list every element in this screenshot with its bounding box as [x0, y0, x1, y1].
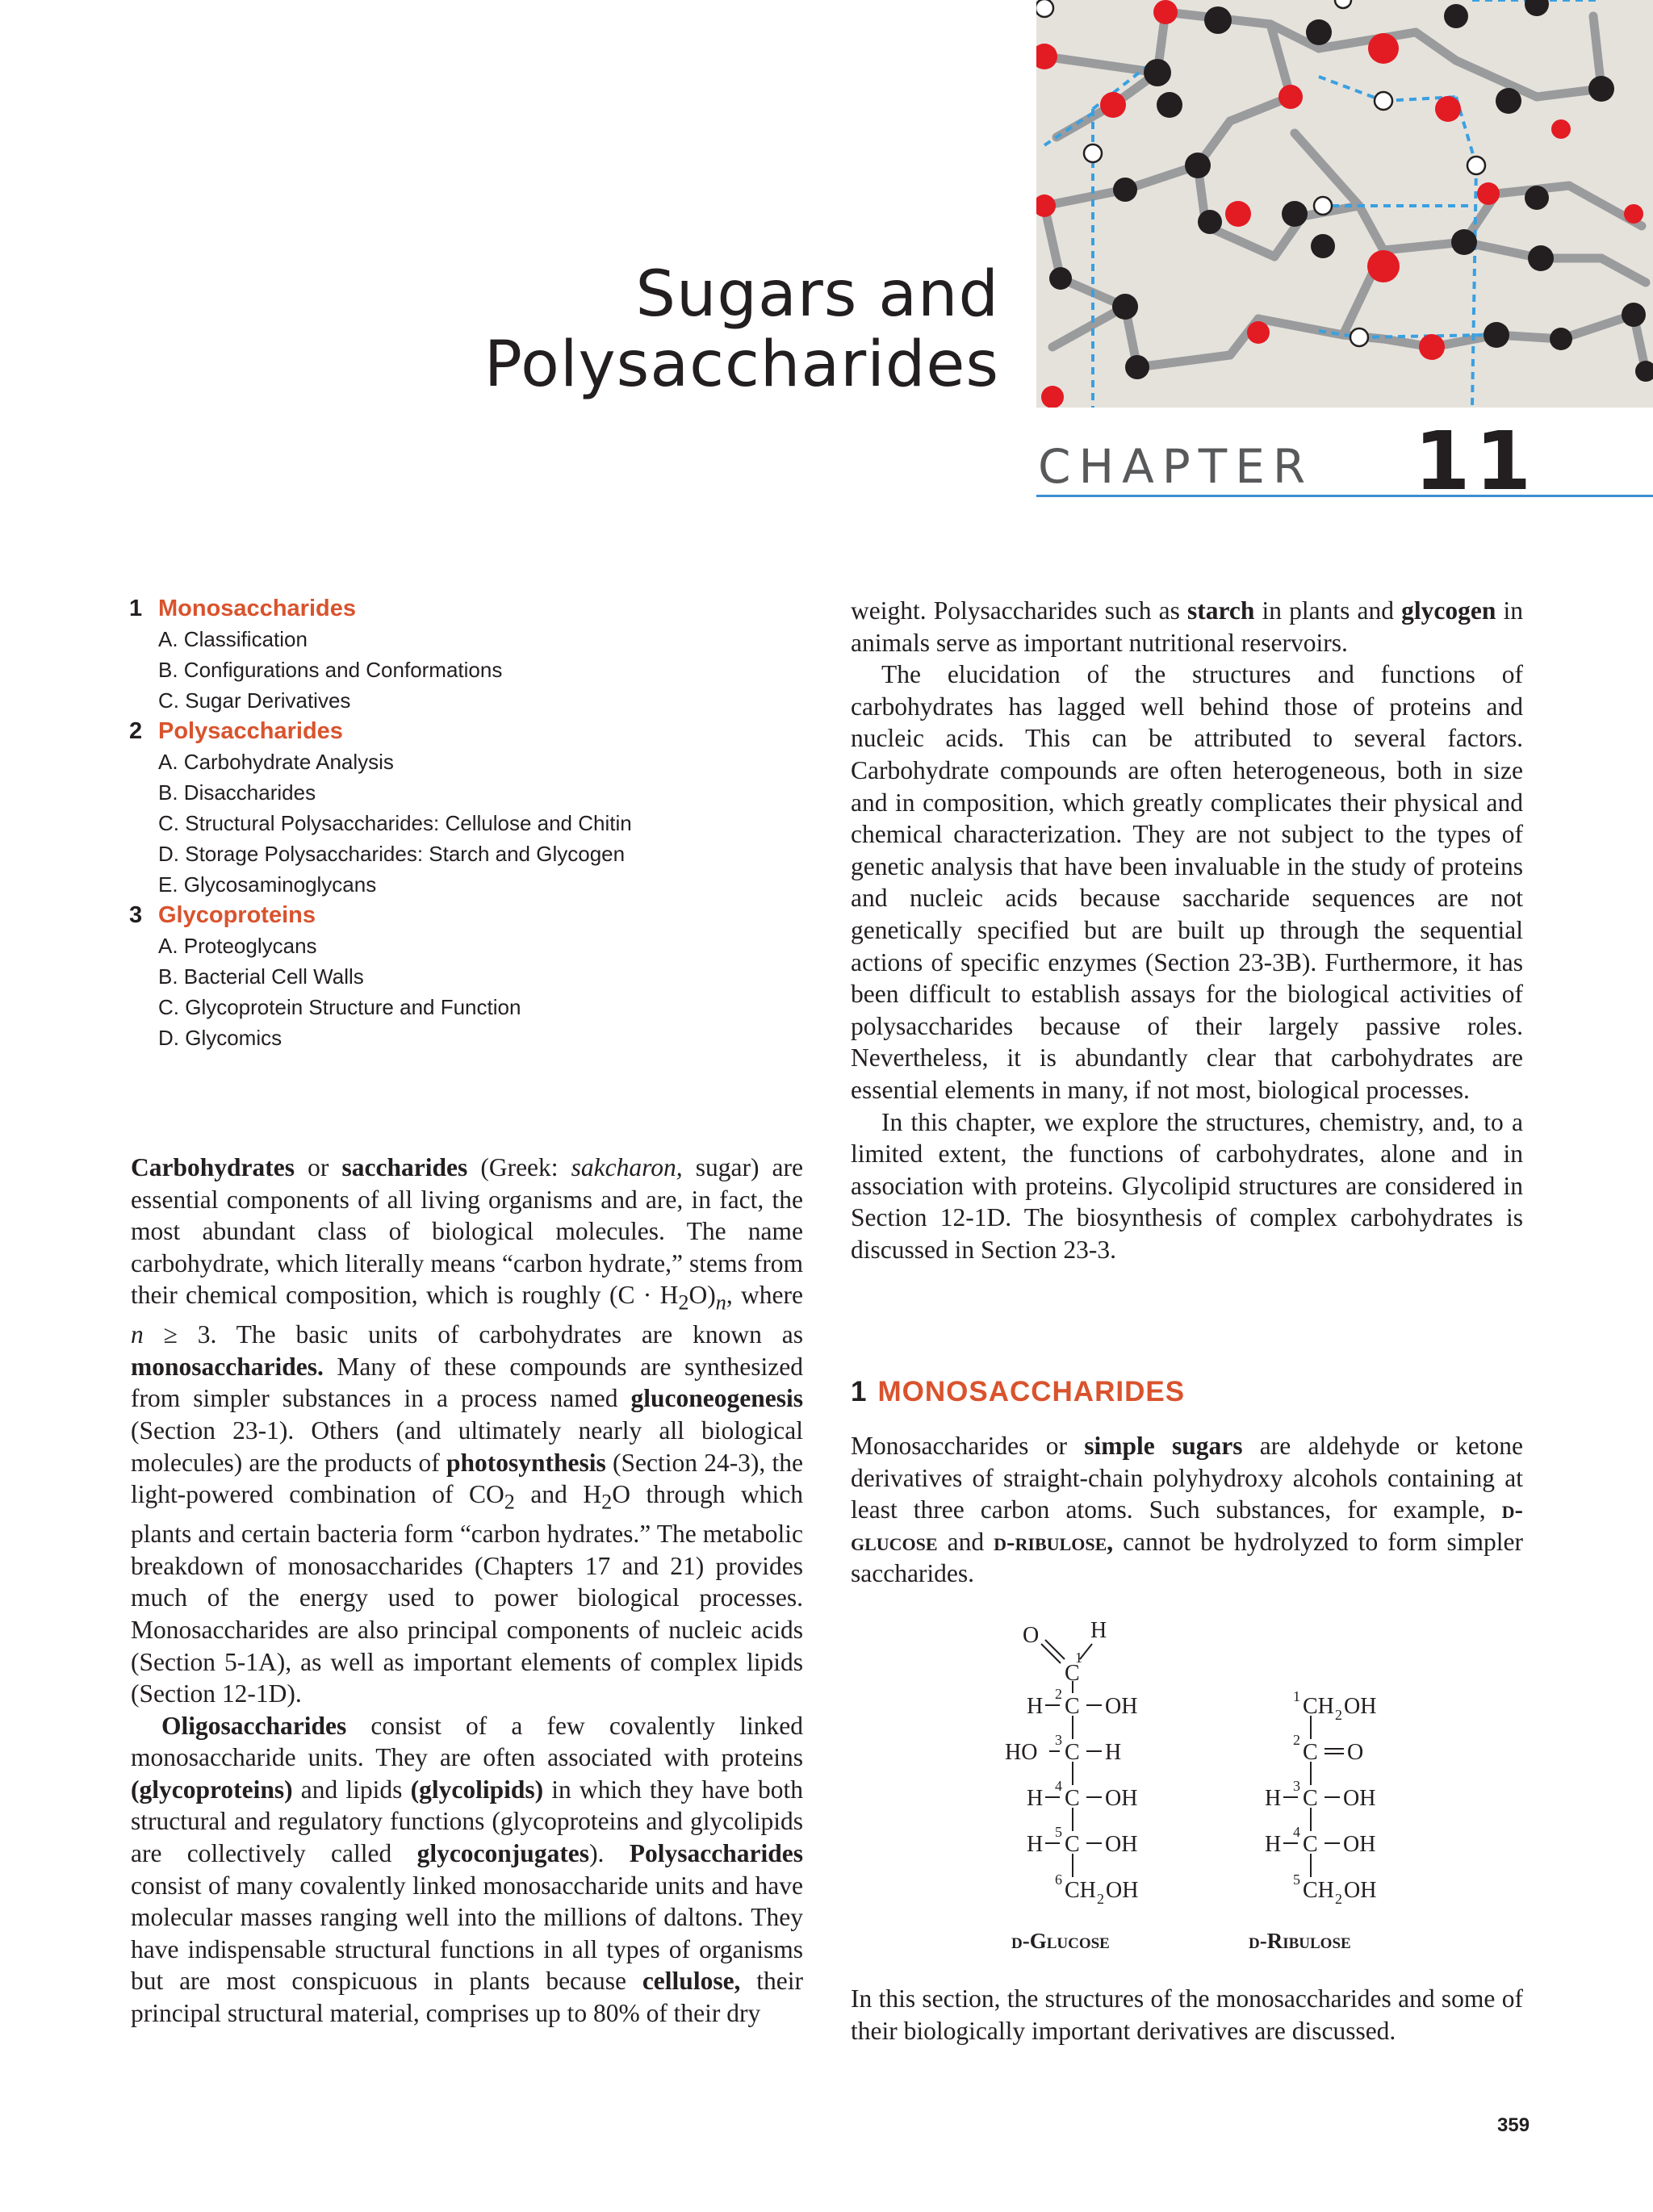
chapter-title-line-2: Polysaccharides [483, 328, 999, 402]
page-number: 359 [1497, 2114, 1530, 2136]
svg-text:5: 5 [1055, 1824, 1062, 1840]
svg-text:H: H [1027, 1786, 1044, 1811]
svg-text:OH: OH [1106, 1878, 1139, 1903]
svg-text:3: 3 [1293, 1778, 1300, 1794]
left-column [131, 1152, 803, 2030]
monosaccharides-text [851, 1430, 1523, 1590]
svg-text:5: 5 [1293, 1871, 1300, 1888]
svg-text:C: C [1065, 1832, 1080, 1857]
svg-text:OH: OH [1105, 1694, 1138, 1719]
toc-item[interactable]: B. Configurations and Conformations [158, 658, 503, 682]
chapter-word: CHAPTER [1038, 439, 1314, 494]
chapter-title [484, 260, 999, 401]
svg-text:O: O [1023, 1623, 1040, 1648]
oligosaccharides-paragraph: Oligosaccharides consist of a few covalently linked monosaccharide units. They are often associated with proteins (glycoproteins) and lipids (glycolipids) in which they have both structural and regulatory functions (glycoproteins and glycolipids are collectively called glycoconjugates). Polysaccharides consist of many covalently linked monosaccharide units and have molecular masses ranging well into the millions of daltons. They have indispensable structural functions in all types of organisms but are most conspicuous in plants because cellulose, their principal structural material, comprises up to 80% of their dry [131, 1711, 804, 2028]
svg-text:4: 4 [1293, 1824, 1300, 1840]
svg-text:H: H [1027, 1694, 1044, 1719]
chapter-overview-paragraph: In this chapter, we explore the structures, chemistry, and, to a limited extent, the functions of carbohydrates, alone and in association with proteins. Glycolipid structures are considered in Section 12-1D. The biosynthesis of complex carbohydrates is discussed in Section 23-3. [851, 1107, 1523, 1264]
chapter-number: 11 [1414, 414, 1537, 508]
toc-item[interactable]: B. Bacterial Cell Walls [158, 964, 364, 989]
svg-text:C: C [1303, 1832, 1318, 1857]
toc-item[interactable]: A. Proteoglycans [158, 934, 317, 958]
svg-text:C: C [1065, 1694, 1080, 1719]
svg-text:3: 3 [1055, 1732, 1062, 1748]
toc-section: 2 Polysaccharides [129, 718, 343, 744]
svg-text:2: 2 [1097, 1891, 1104, 1907]
toc-item[interactable]: C. Glycoprotein Structure and Function [158, 995, 521, 1019]
svg-text:OH: OH [1343, 1832, 1376, 1857]
svg-text:2: 2 [1335, 1891, 1342, 1907]
ribulose-label: d-Ribulose [1249, 1929, 1351, 1953]
svg-text:4: 4 [1055, 1778, 1062, 1794]
intro-paragraph: Carbohydrates or saccharides (Greek: sakcharon, sugar) are essential components of all living organisms and are, in fact, the most abundant class of biological molecules. The name carbohydrate, which literally means “carbon hydrate,” stems from their chemical composition, which is roughly $(C \cdot H_2O)_n$, where n ≥ 3. The basic units of carbohydrates are known as monosaccharides. Many of these compounds are synthesized from simpler substances in a process named gluconeogenesis (Section 23-1). Others (and ultimately nearly all biological molecules) are the products of photosynthesis (Section 24-3), the light-powered combination of $CO_2$ and $H_2O$ through which plants and certain bacteria form “carbon hydrates.” The metabolic breakdown of monosaccharides (Chapters 17 and 21) provides much of the energy used to power biological processes. Monosaccharides are also principal components of nucleic acids (Section 5-1A), as well as important elements of complex lipids (Section 12-1D). [131, 1153, 804, 1708]
svg-text:OH: OH [1343, 1786, 1376, 1811]
svg-text:CH: CH [1303, 1694, 1334, 1719]
svg-text:C: C [1303, 1740, 1318, 1765]
svg-text:H: H [1265, 1786, 1282, 1811]
section-heading: 1 MONOSACCHARIDES [851, 1376, 1186, 1407]
svg-text:2: 2 [1335, 1707, 1342, 1723]
right-column [851, 595, 1523, 1265]
toc-section-name[interactable]: Polysaccharides [158, 718, 343, 744]
svg-text:HO: HO [1005, 1740, 1038, 1765]
toc-item[interactable]: C. Sugar Derivatives [158, 688, 351, 713]
svg-text:H: H [1090, 1618, 1107, 1643]
svg-text:H: H [1265, 1832, 1282, 1857]
svg-text:CH: CH [1303, 1878, 1334, 1903]
continued-paragraph: weight. Polysaccharides such as starch in plants and glycogen in animals serve as important nutritional reservoirs. [851, 596, 1523, 657]
svg-text:H: H [1105, 1740, 1122, 1765]
chapter-label [1036, 410, 1653, 508]
toc-item[interactable]: D. Storage Polysaccharides: Starch and Glycogen [158, 842, 626, 866]
toc-item[interactable]: C. Structural Polysaccharides: Cellulose and Chitin [158, 811, 632, 835]
toc-item[interactable]: A. Classification [158, 627, 308, 651]
svg-text:OH: OH [1344, 1878, 1377, 1903]
svg-text:2: 2 [1293, 1732, 1300, 1748]
glucose-label: d-Glucose [1011, 1929, 1110, 1953]
svg-text:C: C [1303, 1786, 1318, 1811]
elucidation-paragraph: The elucidation of the structures and functions of carbohydrates has lagged well behind those of proteins and nucleic acids. This can be attributed to several factors. Carbohydrate compounds are often heterogeneous, both in size and in composition, which greatly complicates their physical and chemical characterization. They are not subject to the types of genetic analysis that have been invaluable in the study of proteins and nucleic acids because saccharide sequences are not genetically specified but are built up through the sequential actions of specific enzymes (Section 23-3B). Furthermore, it has been difficult to establish assays for the biological activities of polysaccharides because of their largely passive roles. Nevertheless, it is abundantly clear that carbohydrates are essential elements in many, if not most, biological processes. [851, 660, 1523, 1104]
toc-section-name[interactable]: Glycoproteins [158, 902, 316, 928]
monosaccharides-paragraph: Monosaccharides or simple sugars are aldehyde or ketone derivatives of straight-chain polyhydroxy alcohols containing at least three carbon atoms. Such substances, for example, d-glucose and d-ribulose, cannot be hydrolyzed to form simpler saccharides. [851, 1432, 1524, 1588]
svg-text:OH: OH [1105, 1832, 1138, 1857]
toc-item[interactable]: E. Glycosaminoglycans [158, 872, 377, 897]
toc-section-name[interactable]: Monosaccharides [158, 596, 356, 621]
fischer-structures [981, 1602, 1465, 1957]
svg-text:C: C [1065, 1786, 1080, 1811]
svg-text:O: O [1347, 1740, 1364, 1765]
section-intro-paragraph: In this section, the structures of the monosaccharides and some of their biologically important derivatives are discussed. [851, 1984, 1523, 2045]
svg-text:OH: OH [1344, 1694, 1377, 1719]
svg-text:1: 1 [1293, 1688, 1300, 1704]
toc-item[interactable]: B. Disaccharides [158, 780, 316, 805]
svg-text:CH: CH [1065, 1878, 1096, 1903]
toc-section: 3 Glycoproteins [129, 902, 316, 928]
section-intro-text [851, 1983, 1523, 2047]
chapter-title-line-1: Sugars and [635, 258, 999, 331]
svg-text:2: 2 [1055, 1686, 1062, 1702]
svg-text:C: C [1065, 1661, 1080, 1686]
toc-item[interactable]: A. Carbohydrate Analysis [158, 750, 394, 774]
toc-section: 1 Monosaccharides [129, 596, 356, 621]
svg-text:6: 6 [1055, 1871, 1062, 1888]
chapter-outline [129, 593, 839, 1053]
svg-text:OH: OH [1105, 1786, 1138, 1811]
svg-text:1: 1 [1075, 1650, 1082, 1666]
svg-text:H: H [1027, 1832, 1044, 1857]
structure-diagram [981, 1602, 1465, 1925]
svg-text:C: C [1065, 1740, 1080, 1765]
toc-item[interactable]: D. Glycomics [158, 1026, 282, 1050]
molecular-network-illustration [1036, 0, 1653, 408]
